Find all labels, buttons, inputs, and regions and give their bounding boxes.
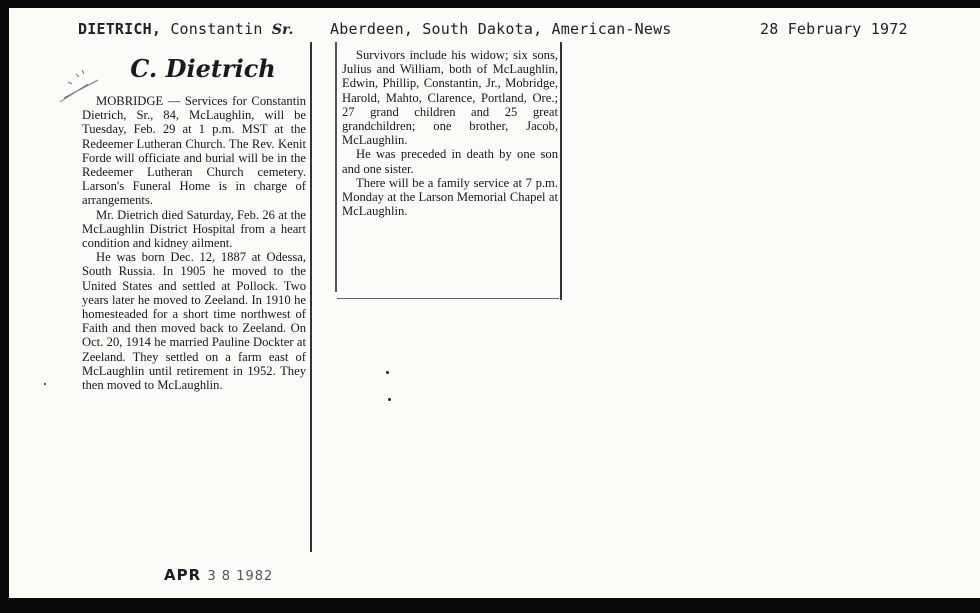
received-date-stamp: [164, 566, 273, 584]
paragraph-death: Mr. Dietrich died Saturday, Feb. 26 at the McLaughlin District Hospital from a heart condition and kidney ailment.: [82, 207, 306, 251]
column-bottom-rule: [337, 298, 559, 299]
scan-speck: [386, 371, 389, 374]
stamp-date: 3 8 1982: [207, 569, 274, 584]
paragraph-preceded: He was preceded in death by one son and one sister.: [342, 147, 558, 176]
typed-surname: DIETRICH,: [78, 20, 162, 38]
paragraph-survivors: Survivors include his widow; six sons, Julius and William, both of McLaughlin, Edwin, Phillip, Constantin, Jr., Mobridge, Harold, Mahto, Clarence, Portland, Ore.; 27 grand children and 25 great grandchildren; one brother, Jacob, McLaughlin.: [342, 48, 558, 148]
column-rule: [335, 42, 337, 292]
typed-name: [78, 20, 294, 38]
scan-border-bottom: [0, 598, 980, 613]
typed-place-source: Aberdeen, South Dakota, American-News: [330, 20, 672, 38]
typed-date: 28 February 1972: [760, 20, 908, 38]
scan-border-left: [0, 0, 9, 613]
paragraph-biography: He was born Dec. 12, 1887 at Odessa, South Russia. In 1905 he moved to the United States and settled at Pollock. Two years later he moved to Zeeland. In 1910 he homesteaded for a short time northwest of Faith and then moved back to Zeeland. On Oct. 20, 1914 he married Pauline Dockter at Zeeland. They settled on a farm east of McLaughlin until retirement in 1952. They then moved to McLaughlin.: [82, 250, 306, 393]
article-column-2: [342, 48, 558, 218]
article-column-1: [82, 54, 306, 392]
scan-border-top: [0, 0, 980, 8]
typed-suffix: Sr.: [271, 22, 294, 38]
paragraph-services: MOBRIDGE — Services for Constantin Dietrich, Sr., 84, McLaughlin, will be Tuesday, Feb. 29 at 1 p.m. MST at the Redeemer Lutheran Church. The Rev. Kenit Forde will officiate and burial will be in the Redeemer Lutheran Church cemetery. Larson's Funeral Home is in charge of arrangements.: [82, 94, 306, 208]
scan-speck: [388, 398, 391, 401]
column-rule: [310, 42, 312, 552]
stamp-month: APR: [164, 566, 202, 584]
typed-given-name: Constantin: [170, 20, 263, 38]
article-headline: C. Dietrich: [130, 54, 276, 83]
scan-speck: [44, 383, 46, 385]
column-rule: [560, 42, 562, 300]
paragraph-family-service: There will be a family service at 7 p.m. Monday at the Larson Memorial Chapel at McLaughlin.: [342, 175, 558, 219]
